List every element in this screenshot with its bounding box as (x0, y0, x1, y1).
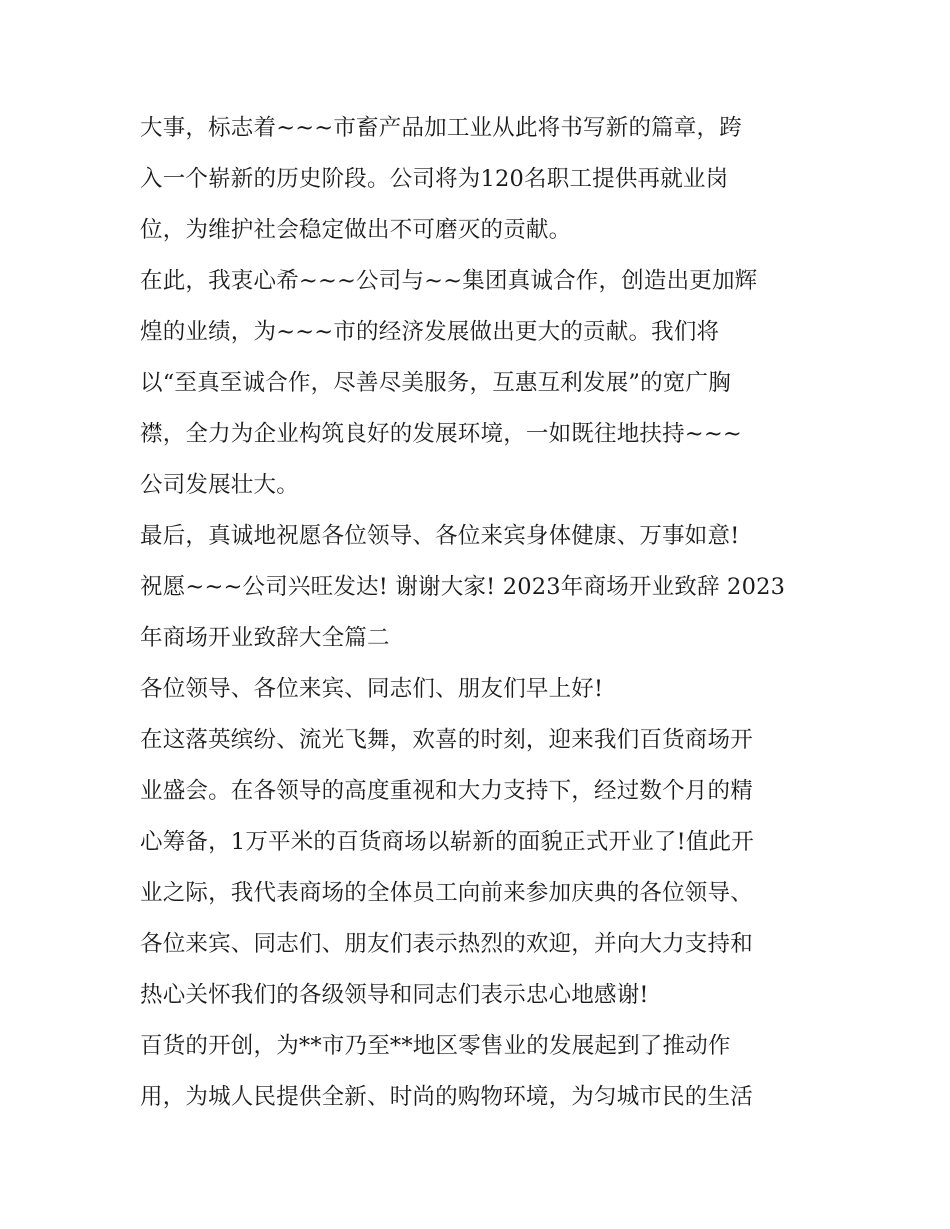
document-body (140, 103, 820, 1123)
text-line: 大事，标志着~~~市畜产品加工业从此将书写新的篇章，跨 (140, 115, 742, 141)
text-line: 心筹备，1万平米的百货商场以崭新的面貌正式开业了!值此开 (140, 829, 754, 855)
text-line: 业盛会。在各领导的高度重视和大力支持下，经过数个月的精 (140, 778, 753, 804)
text-line: 业之际，我代表商场的全体员工向前来参加庆典的各位领导、 (140, 880, 753, 906)
text-line: 公司发展壮大。 (140, 472, 299, 498)
text-line: 煌的业绩，为~~~市的经济发展做出更大的贡献。我们将 (140, 319, 720, 345)
text-line: 位，为维护社会稳定做出不可磨灭的贡献。 (140, 217, 572, 243)
text-line: 在这落英缤纷、流光飞舞，欢喜的时刻，迎来我们百货商场开 (140, 727, 753, 753)
text-line: 年商场开业致辞大全篇二 (140, 625, 390, 651)
text-line: 以“至真至诚合作，尽善尽美服务，互惠互利发展”的宽广胸 (140, 370, 731, 396)
text-line: 热心关怀我们的各级领导和同志们表示忠心地感谢! (140, 982, 649, 1008)
text-line: 各位来宾、同志们、朋友们表示热烈的欢迎，并向大力支持和 (140, 931, 753, 957)
text-line: 祝愿~~~公司兴旺发达! 谢谢大家! 2023年商场开业致辞 2023 (140, 574, 786, 600)
text-line: 最后，真诚地祝愿各位领导、各位来宾身体健康、万事如意! (140, 523, 740, 549)
text-line: 各位领导、各位来宾、同志们、朋友们早上好! (140, 676, 604, 702)
text-line: 入一个崭新的历史阶段。公司将为120名职工提供再就业岗 (140, 166, 729, 192)
text-line: 百货的开创，为**市乃至**地区零售业的发展起到了推动作 (140, 1033, 731, 1059)
text-line: 用，为城人民提供全新、时尚的购物环境，为匀城市民的生活 (140, 1084, 753, 1110)
text-line: 在此，我衷心希~~~公司与~~集团真诚合作，创造出更加辉 (140, 268, 758, 294)
text-line: 襟，全力为企业构筑良好的发展环境，一如既往地扶持~~~ (140, 421, 742, 447)
